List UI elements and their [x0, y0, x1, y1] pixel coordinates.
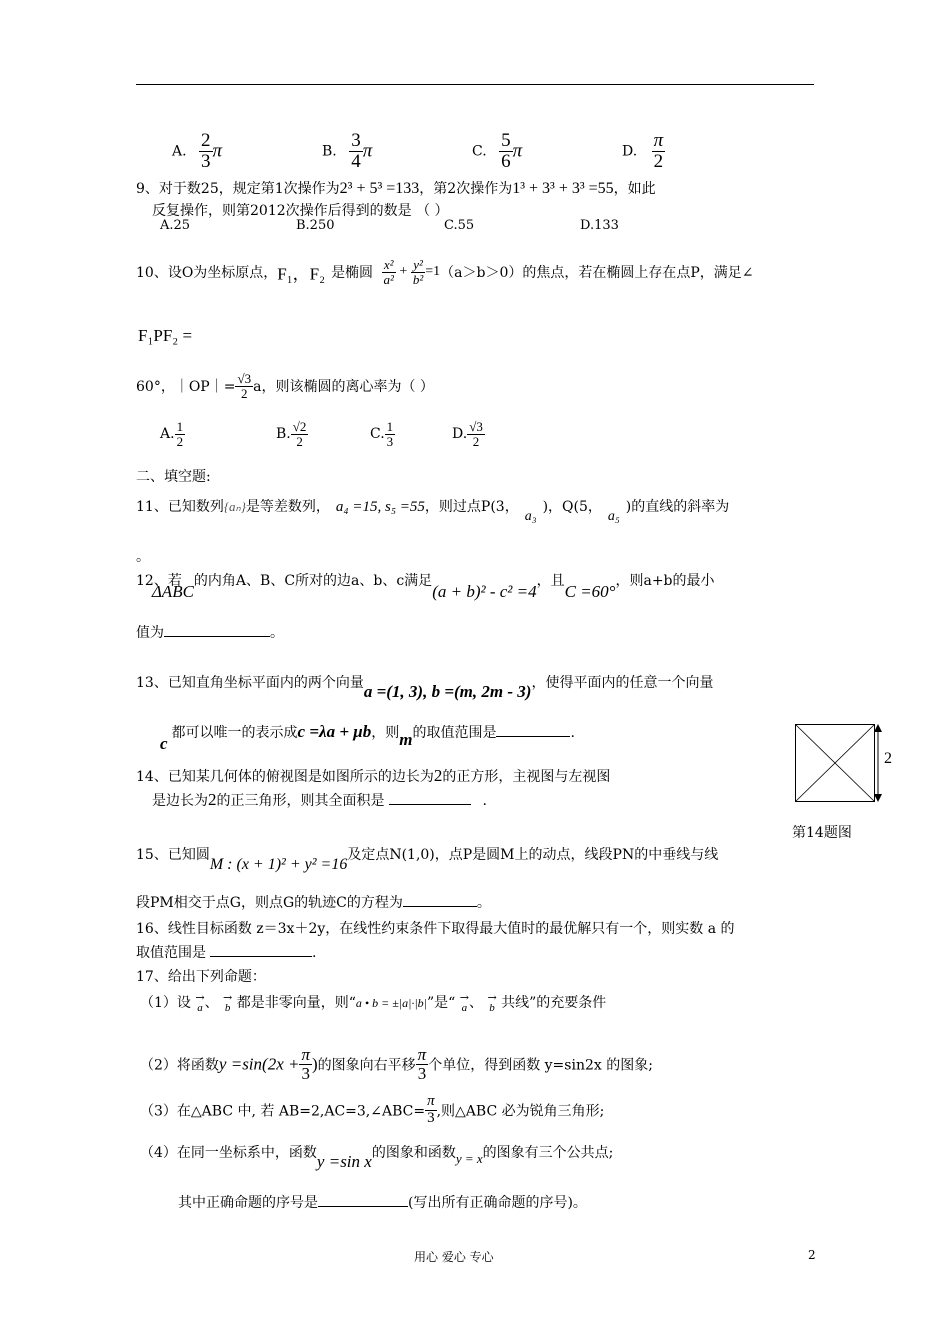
q14-line2: 是边长为2的正三角形，则其全面积是 .	[152, 790, 487, 809]
vector-b-symbol: → b	[223, 991, 233, 1014]
q17-intro: 17、给出下列命题：	[136, 969, 266, 985]
q17-prop-2: （2）将函数y =sin(2x + $\frac{\pi}{3}$ )的图象向右平移 $\frac{\pi}{3}$ 个单位，得到函数 y=sin2x 的图象;	[140, 1045, 653, 1083]
q17-prop-3: （3）在△ABC 中, 若 AB=2,AC=3,∠ABC= $\frac{\pi}{3}$ ,则△ABC 必为锐角三角形;	[140, 1093, 605, 1126]
vector-a-symbol-2: → a	[459, 991, 469, 1014]
q14-figure-caption: 第14题图	[792, 825, 852, 841]
q8-option-d: D. $\frac{\pi}{2}$	[622, 130, 664, 172]
q12-line2: 值为 。	[136, 625, 284, 641]
q14-dimension-label: 2	[884, 750, 892, 767]
q15-line2: 段PM相交于点G，则点G的轨迹C的方程为 。	[136, 895, 491, 911]
q13-answer-blank[interactable]	[496, 736, 570, 737]
q10-option-b: B. $\frac{√2}{2}$	[276, 419, 307, 449]
header-rule	[136, 84, 814, 85]
section-title-fill-in: 二、填空题:	[136, 469, 211, 485]
q10-line3: 60°，｜OP｜= $\frac{√3}{2}$ a，则该椭圆的离心率为（ ）	[136, 371, 434, 401]
q13-line2: c都可以唯一的表示成c =λa + μb，则m的取值范围是 .	[160, 722, 575, 753]
q16-answer-blank[interactable]	[210, 956, 312, 957]
q16-line2: 取值范围是 .	[136, 945, 317, 961]
vector-a-symbol: → a	[195, 991, 205, 1014]
q17-answer-blank[interactable]	[318, 1206, 408, 1207]
q11-line1: 11、已知数列{aₙ}是等差数列， a₄ =15, s₅ =55，则过点P(3，a₃)，Q(5，a₅)的直线的斜率为	[136, 499, 730, 524]
q9-line2: 反复操作，则第2012次操作后得到的数是 （ ）	[152, 203, 449, 219]
q16-line1: 16、线性目标函数 z＝3x＋2y，在线性约束条件下取得最大值时的最优解只有一个，则实数 a 的	[136, 921, 735, 937]
vector-b-symbol-2: → b	[487, 991, 497, 1014]
page-footer-text: 用心 爱心 专心	[414, 1250, 494, 1264]
q10-line1: 10、设O为坐标原点，F₁，F₂ 是椭圆 $\frac{\text{x²}}{\text{a²}}$ + $\frac{\text{y²}}{\text{b²}}$ =1（a＞b＞0）的焦点，若在椭圆上存在点P，满足∠	[136, 257, 754, 287]
q9-option-d: D.133	[580, 218, 619, 233]
q10-option-c: C. $\frac{1}{3}$	[370, 419, 394, 449]
page-number: 2	[808, 1248, 816, 1262]
q8-option-b: B. $\frac{3}{4}$ π	[322, 130, 373, 172]
q13-line1: 13、已知直角坐标平面内的两个向量a =(1, 3), b =(m, 2m - 3)，使得平面内的任意一个向量	[136, 675, 714, 701]
q10-option-d: D. $\frac{√3}{2}$	[452, 419, 483, 449]
q14-square-figure	[795, 724, 875, 802]
q9-option-a: A.25	[160, 218, 191, 233]
q17-answer-line: 其中正确命题的序号是 (写出所有正确命题的序号)。	[178, 1195, 587, 1211]
q17-prop-4: （4）在同一坐标系中，函数y =sin x的图象和函数y = x的图象有三个公共点;	[140, 1145, 614, 1171]
q17-prop-1: （1）设 → a 、 → b 都是非零向量，则“a • b = ±|a|·|b|”是“ → a 、 → b 共线”的充要条件	[140, 991, 607, 1014]
q9-option-b: B.250	[296, 218, 335, 233]
q9-line1: 9、对于数25，规定第1次操作为2³ + 5³ =133，第2次操作为1³ + 3³ + 3³ =55，如此	[136, 180, 656, 197]
q10-option-a: A. $\frac{1}{2}$	[160, 419, 184, 449]
q12-answer-blank[interactable]	[164, 636, 270, 637]
q8-option-c: C. $\frac{5}{6}$ π	[472, 130, 523, 172]
q11-line2: 。	[136, 549, 150, 565]
q14-answer-blank[interactable]	[389, 804, 471, 805]
q8-option-a: A. $\frac{2}{3}$ π	[172, 130, 223, 172]
q15-answer-blank[interactable]	[403, 906, 477, 907]
q15-line1: 15、已知圆M : (x + 1)² + y² =16及定点N(1,0)，点P是圆M上的动点，线段PN的中垂线与线	[136, 847, 719, 873]
q10-angle: F₁PF₂ =	[138, 326, 193, 345]
q14-line1: 14、已知某几何体的俯视图是如图所示的边长为2的正方形，主视图与左视图	[136, 766, 611, 785]
q12-line1: 12、若ΔABC的内角A、B、C所对的边a、b、c满足(a + b)² - c² =4，且C =60°，则a+b的最小	[136, 573, 715, 601]
q9-option-c: C.55	[444, 218, 475, 233]
q14-diagonals	[796, 725, 874, 801]
